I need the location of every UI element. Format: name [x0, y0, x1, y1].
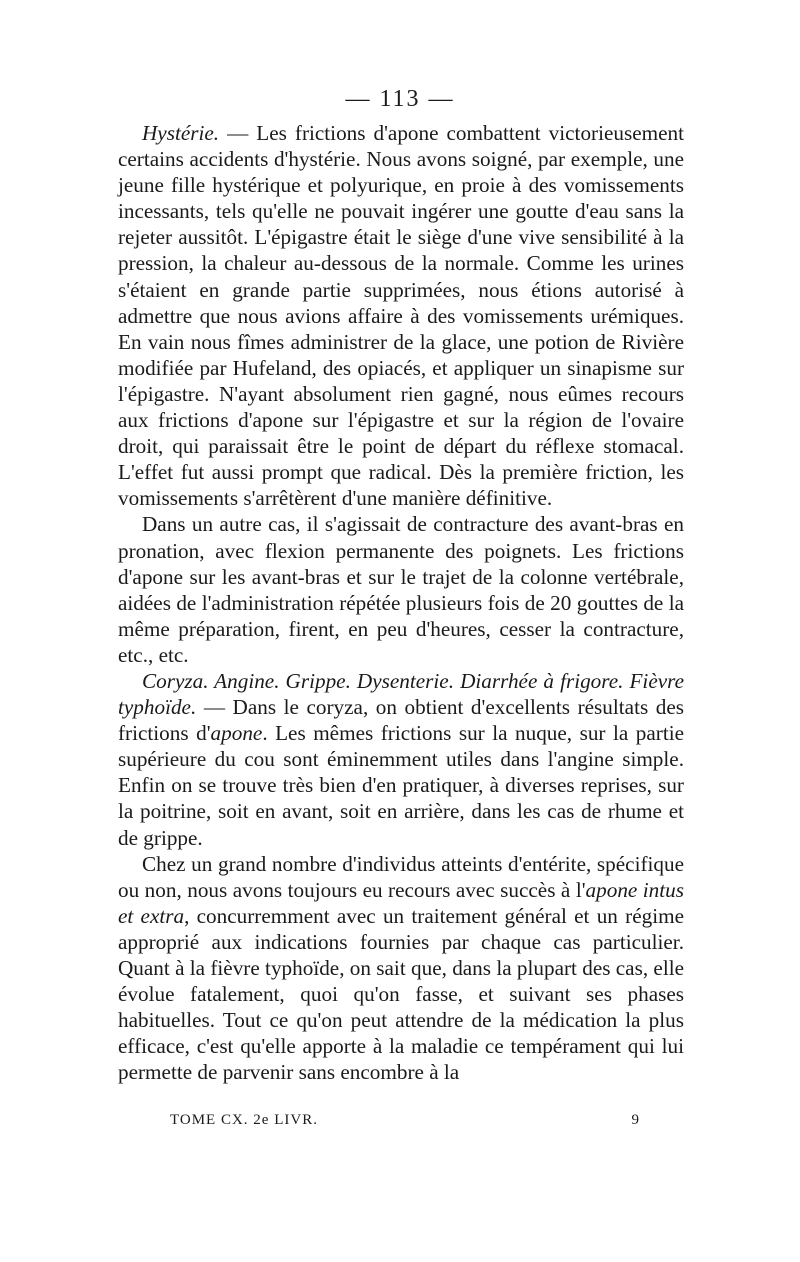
- body-text: [118, 120, 684, 1085]
- italic-term: apone: [210, 721, 263, 746]
- italic-term: apone intus et extra: [118, 877, 684, 928]
- paragraph-text: Dans un autre cas, il s'agissait de contracture des avant-bras en pronation, avec flexion permanente des poignets. Les frictions d'apone sur les avant-bras et sur le trajet de la colonne vertébrale, aidées de l'administration répétée plusieurs fois de 20 gouttes de la même préparation, firent, en peu d'heures, cesser la contracture, etc., etc.: [118, 512, 684, 667]
- paragraph-text: , concurremment avec un traitement général et un régime approprié aux indications fournies par chaque cas particulier. Quant à la fièvre typhoïde, on sait que, dans la plupart des cas, elle évolue fatalement, quoi qu'on fasse, et suivant ses phases habituelles. Tout ce qu'on peut attendre de la médication la plus efficace, c'est qu'elle apporte à la maladie ce tempérament qui lui permette de parvenir sans encombre à la: [118, 903, 684, 1085]
- paragraph-text: — Dans le coryza, on obtient d'excellents résultats des frictions d': [118, 695, 684, 746]
- paragraph-text: . Les mêmes frictions sur la nuque, sur la partie supérieure du cou sont éminemment utiles dans l'angine simple. Enfin on se trouve très bien d'en pratiquer, à diverses reprises, sur la poitrine, soit en avant, soit en arrière, dans les cas de rhume et de grippe.: [118, 721, 684, 850]
- paragraph-contracture: [118, 511, 684, 668]
- section-heading-hysterie: Hystérie.: [142, 121, 220, 145]
- volume-signature: TOME CX. 2e LIVR.: [170, 1112, 318, 1128]
- section-heading-coryza: Coryza. Angine. Grippe. Dysenterie. Diarrhée à frigore. Fièvre typhoïde.: [118, 668, 684, 720]
- page-number: — 113 —: [345, 86, 455, 112]
- sheet-number: 9: [631, 1112, 640, 1128]
- paragraph-coryza: [118, 668, 684, 851]
- paragraph-enterite: [118, 851, 684, 1086]
- paragraph-hysterie: [118, 120, 684, 511]
- paragraph-text: Chez un grand nombre d'individus atteints d'entérite, spécifique ou non, nous avons toujours eu recours avec succès à l': [118, 851, 684, 902]
- paragraph-text: — Les frictions d'apone combattent victorieusement certains accidents d'hystérie. Nous avons soigné, par exemple, une jeune fille hystérique et polyurique, en proie à des vomissements incessants, tels qu'elle ne pouvait ingérer une goutte d'eau sans la rejeter aussitôt. L'épigastre était le siège d'une vive sensibilité à la pression, la chaleur au-dessous de la normale. Comme les urines s'étaient en grande partie supprimées, nous étions autorisé à admettre que nous avions affaire à des vomissements urémiques. En vain nous fîmes administrer de la glace, une potion de Rivière modifiée par Hufeland, des opiacés, et appliquer un sinapisme sur l'épigastre. N'ayant absolument rien gagné, nous eûmes recours aux frictions d'apone sur l'épigastre et sur la région de l'ovaire droit, qui paraissait être le point de départ du réflexe stomacal. L'effet fut aussi prompt que radical. Dès la première friction, les vomissements s'arrêtèrent d'une manière définitive.: [118, 121, 684, 511]
